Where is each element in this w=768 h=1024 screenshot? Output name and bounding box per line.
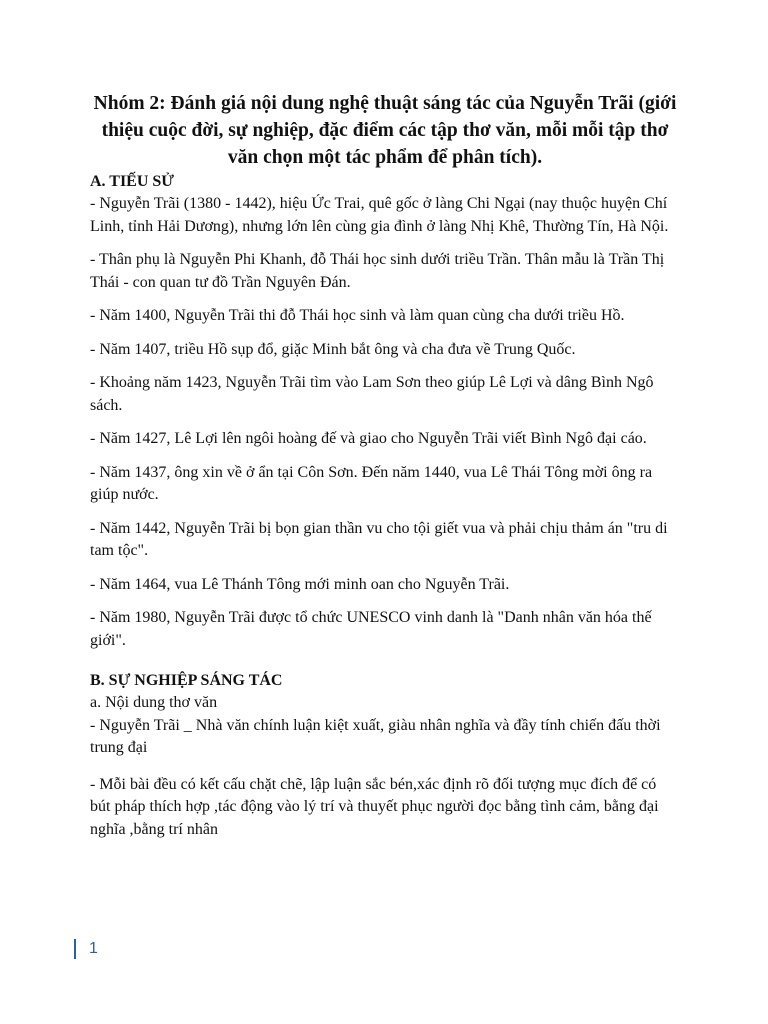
bio-paragraph: - Nguyễn Trãi (1380 - 1442), hiệu Ức Trai, quê gốc ở làng Chi Ngại (nay thuộc huyện Chí Linh, tỉnh Hải Dương), nhưng lớn lên cùng gia đình ở làng Nhị Khê, Thường Tín, Hà Nội. [90, 195, 669, 235]
page-number: 1 [89, 940, 98, 957]
bio-paragraph: - Năm 1980, Nguyễn Trãi được tổ chức UNESCO vinh danh là "Danh nhân văn hóa thế giới". [90, 609, 652, 649]
bio-paragraph: - Thân phụ là Nguyễn Phi Khanh, đỗ Thái học sinh dưới triều Trần. Thân mẫu là Trần Thị Thái - con quan tư đồ Trần Nguyên Đán. [90, 251, 665, 291]
document-title: Nhóm 2: Đánh giá nội dung nghệ thuật sáng tác của Nguyễn Trãi (giới thiệu cuộc đời, sự nghiệp, đặc điểm các tập thơ văn, mỗi mỗi tập thơ văn chọn một tác phẩm để phân tích). [93, 93, 677, 168]
document-page [90, 90, 680, 852]
bio-paragraph: - Năm 1427, Lê Lợi lên ngôi hoàng đế và giao cho Nguyễn Trãi viết Bình Ngô đại cáo. [90, 430, 647, 447]
page-footer [74, 938, 98, 960]
bio-paragraph: - Khoảng năm 1423, Nguyễn Trãi tìm vào Lam Sơn theo giúp Lê Lợi và dâng Bình Ngô sách. [90, 374, 654, 414]
bio-paragraph: - Năm 1400, Nguyễn Trãi thi đỗ Thái học sinh và làm quan cùng cha dưới triều Hồ. [90, 307, 625, 324]
bio-paragraph: - Năm 1442, Nguyễn Trãi bị bọn gian thần vu cho tội giết vua và phải chịu thảm án "tru di tam tộc". [90, 519, 668, 559]
section-career [90, 670, 680, 841]
page-number-bar [74, 939, 76, 959]
section-a-heading: A. TIẾU SỬ [90, 173, 175, 190]
bio-paragraph: - Năm 1464, vua Lê Thánh Tông mới minh oan cho Nguyễn Trãi. [90, 575, 510, 593]
section-b-subheading: a. Nội dung thơ văn [90, 694, 218, 711]
career-paragraph: - Nguyễn Trãi _ Nhà văn chính luận kiệt xuất, giàu nhân nghĩa và đầy tính chiến đấu thời trung đại [90, 716, 661, 756]
bio-paragraph: - Năm 1437, ông xin về ở ẩn tại Côn Sơn. Đến năm 1440, vua Lê Thái Tông mời ông ra giúp nước. [90, 463, 653, 503]
career-paragraph: - Mỗi bài đều có kết cấu chặt chẽ, lập luận sắc bén,xác định rõ đối tượng mục đích để có bút pháp thích hợp ,tác động vào lý trí và thuyết phục người đọc bằng tình cảm, bằng đại nghĩa ,bằng trí nhân [90, 775, 659, 838]
bio-paragraph: - Năm 1407, triều Hồ sụp đổ, giặc Minh bắt ông và cha đưa về Trung Quốc. [90, 340, 576, 358]
section-biography [90, 171, 680, 652]
section-b-heading: B. SỰ NGHIỆP SÁNG TÁC [90, 672, 283, 689]
